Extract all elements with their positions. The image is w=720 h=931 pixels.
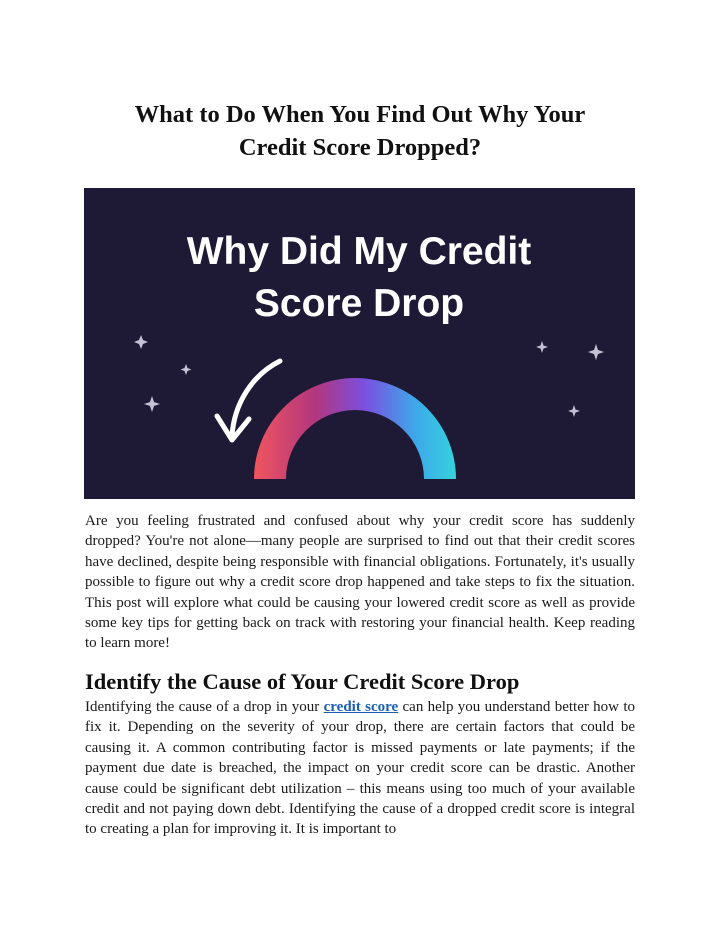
paragraph-text-rest: can help you understand better how to fix it. Depending on the severity of your drop, there are certain factors that could be causing it. A common contributing factor is missed payments or late payments; if the payment due date is breached, the impact on your credit score can be drastic. Another cause could be significant debt utilization – this means using too much of your available credit and not paying down debt. Identifying the cause of a dropped credit score is integral to creating a plan for improving it. It is important to xyxy=(85,699,635,838)
article-title xyxy=(84,98,636,164)
paragraph-text-start: Identifying the cause of a drop in your xyxy=(85,699,324,715)
hero-illustration xyxy=(84,188,635,499)
hero-title-line-2: Score Drop xyxy=(253,282,465,325)
hero-title-line-1: Why Did My Credit xyxy=(186,230,532,273)
title-line-2: Credit Score Dropped? xyxy=(238,134,482,161)
credit-score-link[interactable]: credit score xyxy=(323,699,399,715)
section-paragraph xyxy=(85,697,635,840)
gauge-arc xyxy=(254,378,456,479)
section-heading: Identify the Cause of Your Credit Score Drop xyxy=(85,669,520,694)
intro-paragraph: Are you feeling frustrated and confused about why your credit score has suddenly dropped? You're not alone—many people are surprised to find out that their credit scores have declined, despite being responsible with financial obligations. Fortunately, it's usually possible to figure out why a credit score drop happened and take steps to fix the situation. This post will explore what could be causing your lowered credit score as well as provide some key tips for getting back on track with restoring your financial health. Keep reading to learn more! xyxy=(85,513,635,652)
title-line-1: What to Do When You Find Out Why Your xyxy=(134,101,586,128)
hero-image xyxy=(84,188,635,499)
